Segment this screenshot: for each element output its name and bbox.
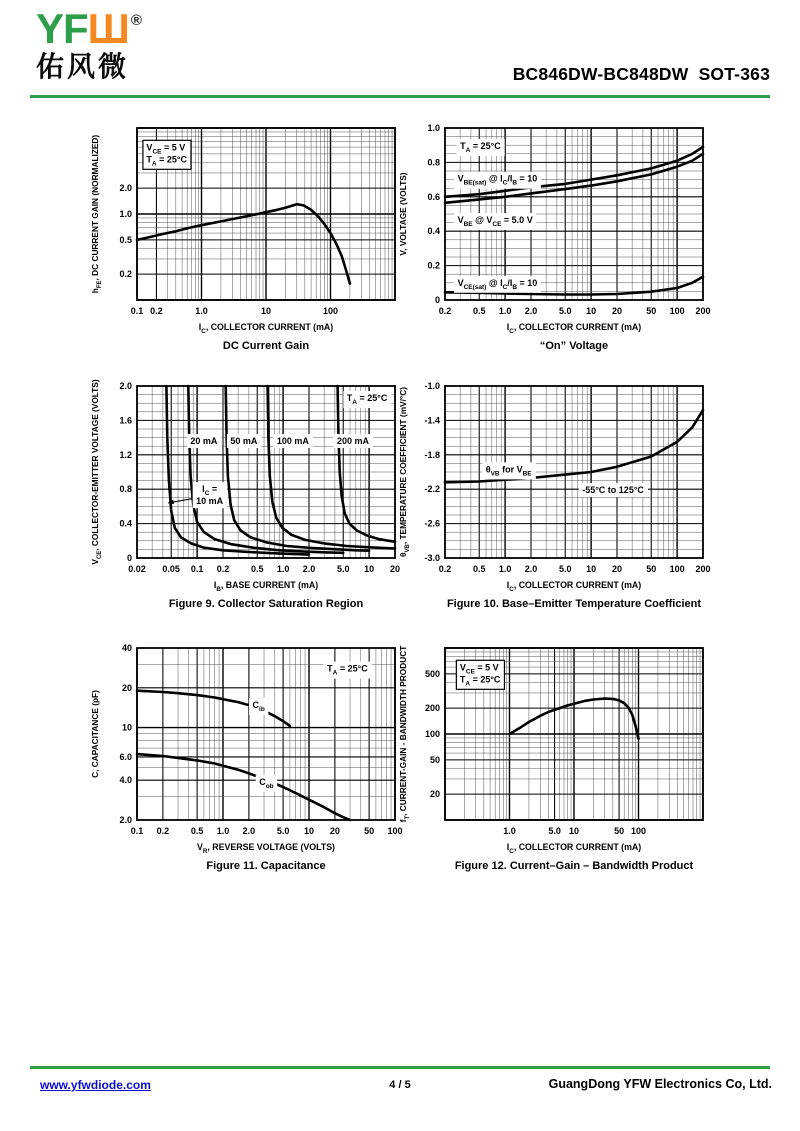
svg-text:0.6: 0.6 xyxy=(427,191,440,202)
svg-text:10: 10 xyxy=(586,564,597,574)
annotation xyxy=(249,698,268,715)
annotation xyxy=(187,434,222,448)
y-axis-title: $f_T$, CURRENT-GAIN - BANDWIDTH PRODUCT xyxy=(398,645,411,823)
svg-text:-1.4: -1.4 xyxy=(424,415,440,426)
document-title: BC846DW-BC848DW SOT-363 xyxy=(512,64,770,84)
figure-caption: Figure 10. Base–Emitter Temperature Coefficient xyxy=(446,598,702,610)
annotation xyxy=(482,462,536,479)
logo-wordmark xyxy=(36,5,141,52)
svg-text:10: 10 xyxy=(364,564,375,574)
svg-text:0.2: 0.2 xyxy=(156,826,170,836)
svg-text:50: 50 xyxy=(364,826,375,836)
annotation xyxy=(454,172,541,189)
svg-text:2.0: 2.0 xyxy=(242,826,256,836)
svg-text:1.2: 1.2 xyxy=(119,449,132,460)
svg-text:100: 100 xyxy=(669,564,685,574)
svg-text:40: 40 xyxy=(121,643,132,653)
svg-text:100: 100 xyxy=(669,306,685,316)
svg-text:2.0: 2.0 xyxy=(119,815,132,825)
svg-text:0.8: 0.8 xyxy=(427,157,440,168)
chart-base-emitter-temperature-coefficient xyxy=(393,378,713,593)
company-name: GuangDong YFW Electronics Co, Ltd. xyxy=(548,1077,772,1091)
annotation xyxy=(456,660,504,689)
svg-text:0.4: 0.4 xyxy=(119,518,132,529)
svg-text:200: 200 xyxy=(424,703,440,714)
svg-text:Cib: $C_{ib}$ xyxy=(252,699,265,713)
svg-text:Cob: $C_{ob}$ xyxy=(259,777,274,791)
svg-text:6.0: 6.0 xyxy=(119,751,132,762)
svg-text:VCE = 5 V: $V_{CE} = 5$ V xyxy=(146,142,186,156)
svg-text:0: 0 xyxy=(434,295,440,305)
svg-text:TA = 25°C: $T_A = 25^\circ C$ xyxy=(346,393,388,407)
svg-text:0.5: 0.5 xyxy=(190,826,204,836)
x-axis-title: $V_R$, REVERSE VOLTAGE (VOLTS) xyxy=(196,842,336,855)
svg-text:2.0: 2.0 xyxy=(119,183,132,194)
svg-text:1.0: 1.0 xyxy=(216,826,230,836)
svg-text:10: 10 xyxy=(260,306,272,316)
svg-text:500: 500 xyxy=(424,668,440,679)
svg-text:VBE(sat) @ IC/IB = 10: $V_{BE(sat)}$ @ $I_C/I_B = 10$ xyxy=(457,173,538,187)
figure-base-emitter-temperature-coefficient xyxy=(393,378,713,610)
curves xyxy=(137,204,350,283)
svg-text:20: 20 xyxy=(329,826,340,836)
y-axis-title: C, CAPACITANCE (pF) xyxy=(90,690,100,778)
svg-text:1.0: 1.0 xyxy=(276,564,290,574)
annotation xyxy=(343,391,391,408)
svg-text:TA = 25°C: $T_A = 25^\circ C$ xyxy=(459,674,501,688)
footer-rule xyxy=(30,1066,770,1069)
yfw-logo xyxy=(36,5,141,82)
figure-caption: “On” Voltage xyxy=(539,340,609,352)
chart-capacitance xyxy=(85,640,405,855)
svg-text:20: 20 xyxy=(611,306,623,316)
svg-text:0.2: 0.2 xyxy=(216,564,230,574)
svg-text:2.0: 2.0 xyxy=(524,306,538,316)
svg-text:200: 200 xyxy=(695,306,711,316)
svg-text:VCE(sat) @ IC/IB = 10: $V_{CE(sat)}$ @ $I_C/I_B = 10$ xyxy=(457,277,538,291)
svg-text:VBE @ VCE = 5.0 V: $V_{BE}$ @ $V_{CE} = 5.0$ V xyxy=(457,215,533,228)
curve xyxy=(137,204,350,283)
svg-text:2.0: 2.0 xyxy=(302,564,316,574)
annotation xyxy=(457,139,505,156)
svg-text:200 mA: 200 mA xyxy=(337,436,370,447)
figure-collector-saturation-region xyxy=(85,378,405,610)
svg-text:0.4: 0.4 xyxy=(427,226,440,237)
svg-text:1.0: 1.0 xyxy=(119,209,132,219)
svg-text:10: 10 xyxy=(586,306,597,316)
figure-caption: Figure 11. Capacitance xyxy=(206,860,326,872)
svg-text:2.0: 2.0 xyxy=(119,381,132,391)
curve xyxy=(137,754,350,820)
curve xyxy=(188,386,343,553)
svg-text:0.5: 0.5 xyxy=(250,564,264,574)
chart-collector-saturation-region xyxy=(85,378,405,593)
svg-text:0.5: 0.5 xyxy=(472,306,486,316)
svg-text:5.0: 5.0 xyxy=(558,564,572,574)
svg-text:4.0: 4.0 xyxy=(119,775,132,786)
annotation xyxy=(256,775,277,792)
website-link[interactable]: www.yfwdiode.com xyxy=(40,1078,151,1092)
figure-capacitance xyxy=(85,640,405,872)
svg-text:10: 10 xyxy=(568,826,580,836)
svg-text:0.1: 0.1 xyxy=(130,826,144,836)
annotation xyxy=(579,483,648,497)
annotation xyxy=(143,140,191,169)
svg-text:100 mA: 100 mA xyxy=(276,436,309,447)
logo-chinese-name: 佑风微 xyxy=(36,51,130,82)
annotation xyxy=(324,662,372,679)
svg-text:2.0: 2.0 xyxy=(524,564,538,574)
x-axis-title: $I_B$, BASE CURRENT (mA) xyxy=(213,580,319,593)
svg-text:0.5: 0.5 xyxy=(119,234,132,245)
svg-text:-2.6: -2.6 xyxy=(424,518,440,529)
svg-text:5.0: 5.0 xyxy=(548,826,561,836)
svg-text:50: 50 xyxy=(646,564,657,574)
curve xyxy=(226,386,369,551)
svg-text:TA = 25°C: $T_A = 25^\circ C$ xyxy=(146,154,188,168)
svg-text:1.0: 1.0 xyxy=(427,123,440,133)
y-axis-title: $V_{CE}$, COLLECTOR-EMITTER VOLTAGE (VOLTS) xyxy=(90,379,103,565)
svg-text:50: 50 xyxy=(646,306,657,316)
svg-text:1.0: 1.0 xyxy=(195,306,208,316)
svg-text:0.2: 0.2 xyxy=(438,564,452,574)
x-axis-title: $I_C$, COLLECTOR CURRENT (mA) xyxy=(198,322,334,335)
axis-ticks xyxy=(119,381,400,574)
svg-text:0.2: 0.2 xyxy=(150,306,163,316)
svg-text:0.8: 0.8 xyxy=(119,484,132,495)
chart-on-voltage xyxy=(393,120,713,335)
svg-text:0.02: 0.02 xyxy=(128,564,146,574)
svg-text:1.0: 1.0 xyxy=(503,826,516,836)
y-axis-title: V, VOLTAGE (VOLTS) xyxy=(398,172,408,256)
svg-text:0.2: 0.2 xyxy=(438,306,452,316)
x-axis-title: $I_C$, COLLECTOR CURRENT (mA) xyxy=(506,322,642,335)
svg-text:0.1: 0.1 xyxy=(130,306,144,316)
annotation xyxy=(454,213,536,230)
annotation xyxy=(334,434,374,448)
svg-text:0.2: 0.2 xyxy=(119,269,132,280)
svg-text:0.5: 0.5 xyxy=(472,564,486,574)
page-number: 4 / 5 xyxy=(389,1079,411,1091)
svg-text:100: 100 xyxy=(630,826,647,836)
x-axis-title: $I_C$, COLLECTOR CURRENT (mA) xyxy=(506,580,642,593)
svg-text:50 mA: 50 mA xyxy=(230,436,258,447)
svg-text:20: 20 xyxy=(389,564,401,574)
svg-text:5.0: 5.0 xyxy=(276,826,290,836)
figure-caption: Figure 12. Current–Gain – Bandwidth Product xyxy=(454,860,694,872)
svg-text:50: 50 xyxy=(429,754,440,765)
curves xyxy=(137,691,350,820)
svg-text:100: 100 xyxy=(387,826,403,836)
svg-text:10: 10 xyxy=(121,722,132,733)
y-axis-title: $h_{FE}$, DC CURRENT GAIN (NORMALIZED) xyxy=(90,134,103,294)
svg-text:10 mA: 10 mA xyxy=(196,496,224,507)
svg-text:50: 50 xyxy=(614,826,625,836)
chart-current-gain-bandwidth-product xyxy=(393,640,713,855)
figure-current-gain-bandwidth-product xyxy=(393,640,713,872)
svg-text:1.6: 1.6 xyxy=(119,415,132,426)
svg-text:0.05: 0.05 xyxy=(162,564,180,574)
svg-text:IC =: $I_C$ = xyxy=(202,484,218,498)
svg-text:100: 100 xyxy=(322,306,339,316)
svg-text:100: 100 xyxy=(424,729,440,739)
svg-text:VCE = 5 V: $V_{CE} = 5$ V xyxy=(459,662,499,676)
annotation xyxy=(193,482,228,508)
svg-text:TA = 25°C: $T_A = 25^\circ C$ xyxy=(460,141,501,155)
svg-text:TA = 25°C: $T_A = 25^\circ C$ xyxy=(327,663,368,677)
svg-text:5.0: 5.0 xyxy=(558,306,572,316)
svg-text:200: 200 xyxy=(695,564,711,574)
svg-text:1.0: 1.0 xyxy=(498,564,512,574)
chart-dc-current-gain xyxy=(85,120,405,335)
logo-w-icon: Ш xyxy=(87,5,129,52)
grid xyxy=(137,386,395,558)
svg-text:-1.8: -1.8 xyxy=(424,449,440,460)
svg-text:-1.0: -1.0 xyxy=(424,381,440,391)
registered-trademark-icon: ® xyxy=(130,12,141,29)
svg-text:1.0: 1.0 xyxy=(498,306,512,316)
x-axis-title: $I_C$, COLLECTOR CURRENT (mA) xyxy=(506,842,642,855)
svg-text:20: 20 xyxy=(429,789,440,800)
svg-text:θVB for VBE: $\theta_{VB}$ for $V_{BE}$ xyxy=(485,464,532,478)
svg-text:10: 10 xyxy=(303,826,315,836)
logo-yf-text: YF xyxy=(36,5,88,52)
annotation xyxy=(227,434,262,448)
svg-text:0.2: 0.2 xyxy=(427,260,440,271)
svg-text:20: 20 xyxy=(611,564,623,574)
svg-text:20 mA: 20 mA xyxy=(190,436,218,447)
svg-text:5.0: 5.0 xyxy=(336,564,350,574)
annotation xyxy=(454,276,541,293)
svg-text:-55°C to 125°C: -55°C to 125°C xyxy=(582,485,644,496)
header-rule xyxy=(30,95,770,98)
axis-ticks xyxy=(119,183,338,316)
svg-text:-3.0: -3.0 xyxy=(424,553,440,563)
svg-text:0: 0 xyxy=(126,553,132,563)
figure-caption: DC Current Gain xyxy=(222,340,310,352)
annotation xyxy=(273,434,313,448)
figure-on-voltage xyxy=(393,120,713,352)
curve xyxy=(338,386,395,542)
figure-caption: Figure 9. Collector Saturation Region xyxy=(168,598,364,610)
figure-dc-current-gain xyxy=(85,120,405,352)
svg-text:-2.2: -2.2 xyxy=(424,484,440,495)
svg-text:20: 20 xyxy=(121,682,132,693)
y-axis-title: $\theta_{VB}$, TEMPERATURE COEFFICIENT (mV/°C) xyxy=(398,387,411,557)
svg-text:0.1: 0.1 xyxy=(190,564,204,574)
axis-ticks xyxy=(424,381,710,574)
